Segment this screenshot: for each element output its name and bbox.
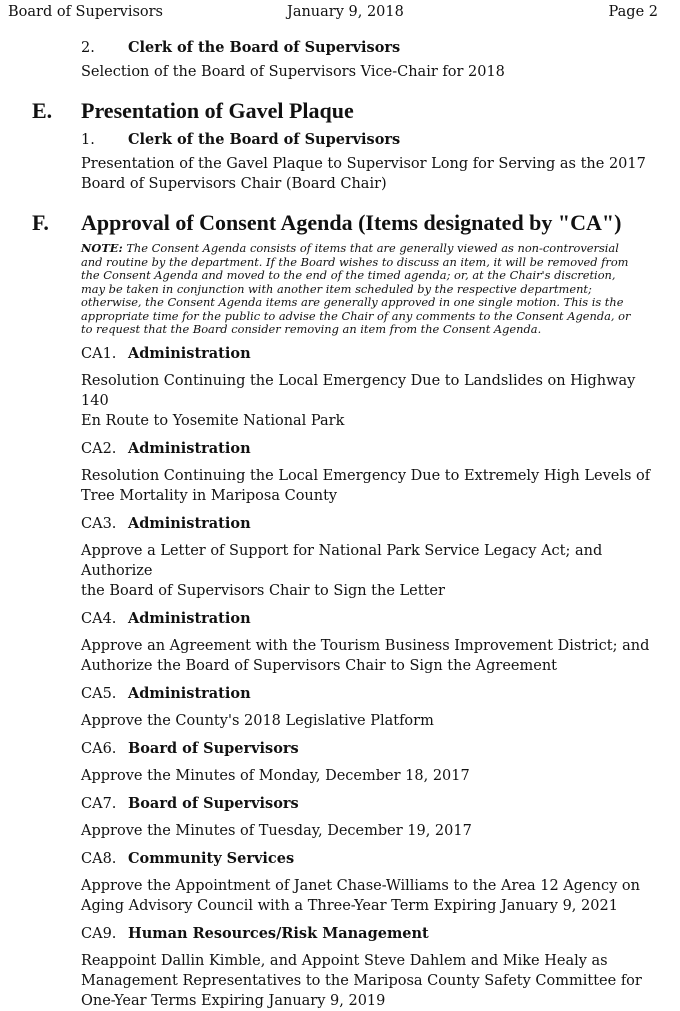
section-heading-f <box>0 208 680 238</box>
item-number: CA1. <box>81 345 117 362</box>
item-title: Administration <box>128 439 251 457</box>
description-line: Resolution Continuing the Local Emergency Due to Landslides on Highway 140 <box>81 372 636 409</box>
description-line: One-Year Terms Expiring January 9, 2019 <box>81 992 386 1009</box>
item-title: Human Resources/Risk Management <box>128 924 429 942</box>
description-line: En Route to Yosemite National Park <box>81 412 345 429</box>
note-line: otherwise, the Consent Agenda items are generally approved in one single motion. This is the <box>81 295 624 309</box>
description-line: Approve the Minutes of Tuesday, December 19, 2017 <box>81 822 472 839</box>
item-description <box>81 154 661 194</box>
agenda-item-heading <box>81 794 680 814</box>
agenda-item-heading <box>81 684 680 704</box>
item-description <box>81 541 661 601</box>
description-line: Approve a Letter of Support for National Park Service Legacy Act; and Authorize <box>81 542 603 579</box>
item-number: CA3. <box>81 515 117 532</box>
section-heading-e <box>0 96 680 126</box>
header-page-number: Page 2 <box>608 4 658 20</box>
agenda-item-heading <box>81 439 680 459</box>
item-title: Board of Supervisors <box>128 739 299 757</box>
description-line: Approve an Agreement with the Tourism Business Improvement District; and <box>81 637 650 654</box>
item-title: Board of Supervisors <box>128 794 299 812</box>
item-number: CA9. <box>81 925 117 942</box>
description-line: Aging Advisory Council with a Three-Year Term Expiring January 9, 2021 <box>81 897 618 914</box>
agenda-content <box>0 38 680 1011</box>
item-description <box>81 636 661 676</box>
description-line: Presentation of the Gavel Plaque to Supervisor Long for Serving as the 2017 <box>81 156 646 172</box>
item-title: Administration <box>128 684 251 702</box>
agenda-item-heading <box>81 924 680 944</box>
section-letter: F. <box>32 210 49 235</box>
note-label: NOTE: <box>81 241 123 255</box>
description-line: Reappoint Dallin Kimble, and Appoint Steve Dahlem and Mike Healy as <box>81 952 608 969</box>
header-date: January 9, 2018 <box>287 4 404 20</box>
item-number: 1. <box>81 132 95 148</box>
section-title: Presentation of Gavel Plaque <box>81 98 354 123</box>
note-line <box>81 242 657 256</box>
note-line: and routine by the department. If the Board wishes to discuss an item, it will be removed from <box>81 254 629 269</box>
description-line: Authorize the Board of Supervisors Chair to Sign the Agreement <box>81 657 557 674</box>
item-title: Administration <box>128 609 251 627</box>
item-description <box>81 466 661 506</box>
note-text: The Consent Agenda consists of items that are generally viewed as non-controversial <box>122 241 619 255</box>
item-title: Administration <box>128 514 251 532</box>
agenda-item-heading <box>81 514 680 534</box>
item-number: CA8. <box>81 850 117 867</box>
item-description <box>81 766 661 786</box>
description-line: the Board of Supervisors Chair to Sign the Letter <box>81 582 445 599</box>
consent-agenda-note <box>81 242 657 337</box>
agenda-item-heading <box>81 38 680 58</box>
consent-agenda-items <box>0 337 680 1011</box>
agenda-item-heading <box>81 849 680 869</box>
item-number: CA4. <box>81 610 117 627</box>
description-line: Board of Supervisors Chair (Board Chair) <box>81 176 387 192</box>
item-title: Clerk of the Board of Supervisors <box>128 131 401 148</box>
item-number: CA7. <box>81 795 117 812</box>
item-description <box>81 821 661 841</box>
agenda-item-heading <box>81 609 680 629</box>
agenda-item-heading <box>81 344 680 364</box>
item-description <box>81 371 661 431</box>
section-title: Approval of Consent Agenda (Items designated by "CA") <box>81 210 622 235</box>
description-line: Tree Mortality in Mariposa County <box>81 487 338 504</box>
note-line: may be taken in conjunction with another item scheduled by the respective department; <box>81 281 592 296</box>
item-description <box>81 711 661 731</box>
section-letter: E. <box>32 98 53 123</box>
description-line: Approve the County's 2018 Legislative Platform <box>81 712 434 729</box>
description-line: Management Representatives to the Mariposa County Safety Committee for <box>81 972 642 989</box>
note-line: to request that the Board consider removing an item from the Consent Agenda. <box>81 322 542 336</box>
item-title: Administration <box>128 344 251 362</box>
note-line: appropriate time for the public to advise the Chair of any comments to the Consent Agenda, or <box>81 308 631 323</box>
item-title: Community Services <box>128 849 295 867</box>
description-line: Approve the Appointment of Janet Chase-Williams to the Area 12 Agency on <box>81 877 640 894</box>
description-line: Resolution Continuing the Local Emergency Due to Extremely High Levels of <box>81 467 651 484</box>
agenda-item-heading <box>81 739 680 759</box>
item-description: Selection of the Board of Supervisors Vice-Chair for 2018 <box>81 64 505 80</box>
item-title: Clerk of the Board of Supervisors <box>128 39 401 56</box>
item-number: CA5. <box>81 685 117 702</box>
item-description <box>81 876 661 916</box>
description-line: Approve the Minutes of Monday, December 18, 2017 <box>81 767 470 784</box>
item-description <box>81 951 661 1011</box>
note-line: the Consent Agenda and moved to the end of the timed agenda; or, at the Chair's discretion, <box>81 268 616 282</box>
header-board-name: Board of Supervisors <box>8 4 163 20</box>
agenda-item-heading <box>81 130 680 150</box>
item-number: CA2. <box>81 440 117 457</box>
page-header <box>0 4 680 24</box>
item-number: CA6. <box>81 740 117 757</box>
item-number: 2. <box>81 40 95 56</box>
